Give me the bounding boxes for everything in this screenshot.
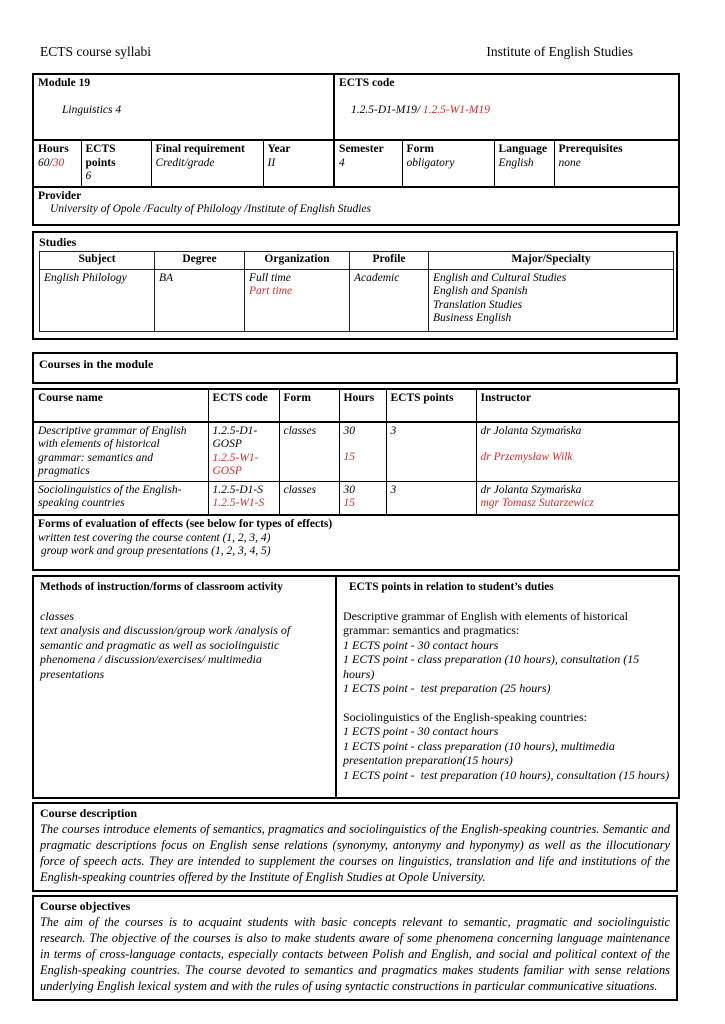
hours-black: 60/ — [38, 156, 53, 169]
page-header — [32, 44, 678, 60]
course-objectives-label: Course objectives — [40, 899, 131, 913]
courses-table — [32, 388, 680, 572]
studies-header-subject: Subject — [40, 251, 155, 269]
spacer — [38, 91, 329, 104]
evaluation-line: written test covering the course content (1, 2, 3, 4) — [38, 531, 271, 544]
duty-item: 1 ECTS point - test preparation (10 hours), consultation (15 hours) — [343, 767, 670, 782]
studies-subject: English Philology — [40, 269, 155, 331]
duty-course-title: Sociolinguistics of the English-speaking countries: — [343, 709, 587, 724]
studies-organization — [245, 269, 350, 331]
course-row — [33, 481, 679, 515]
major-item: Translation Studies — [433, 298, 523, 311]
methods-ects-table — [32, 575, 680, 799]
studies-section — [32, 231, 678, 340]
provider-cell — [33, 187, 679, 225]
course-hours-black: 30 — [343, 424, 355, 437]
course-code-black: 1.2.5-D1-S — [212, 483, 263, 496]
course-code — [208, 422, 279, 482]
ects-points-value: 6 — [85, 170, 92, 182]
course-hours — [339, 422, 386, 482]
instructor-red: dr Przemysław Wilk — [480, 451, 573, 463]
courses-header-hours: Hours — [339, 389, 386, 422]
organization-part-time: Part time — [249, 285, 293, 297]
course-name: Sociolinguistics of the English-speaking countries — [33, 481, 208, 515]
institute-name: Institute of English Studies — [486, 44, 633, 59]
courses-header-code: ECTS code — [208, 389, 279, 422]
ects-duties-cell — [336, 576, 679, 798]
language-cell — [494, 140, 554, 187]
courses-header-instructor: Instructor — [476, 389, 679, 422]
studies-majors — [429, 269, 674, 331]
courses-in-module-label: Courses in the module — [39, 356, 154, 371]
duty-item: 1 ECTS point - class preparation (10 hours), multimedia presentation preparation(15 hours) — [343, 738, 618, 767]
course-points: 3 — [386, 422, 476, 482]
semester-cell — [334, 140, 402, 187]
courses-in-module-section — [32, 352, 678, 384]
ects-points-label: ECTS points — [85, 143, 116, 169]
ects-code-red: 1.2.5-W1-M19 — [422, 103, 490, 116]
studies-degree: BA — [155, 269, 245, 331]
spacer — [481, 438, 675, 451]
duty-item: 1 ECTS point - 30 contact hours — [343, 724, 499, 738]
studies-header-organization: Organization — [245, 251, 350, 269]
course-instructor — [476, 422, 679, 482]
major-item: Business English — [433, 312, 512, 324]
year-label: Year — [267, 143, 291, 155]
provider-value: University of Opole /Faculty of Philology /Institute of English Studies — [50, 203, 371, 215]
course-code-black: 1.2.5-D1-GOSP — [212, 424, 258, 450]
methods-line: classes — [40, 608, 74, 623]
studies-table — [39, 251, 674, 332]
instructor-black: dr Jolanta Szymańska — [480, 424, 582, 437]
studies-profile: Academic — [350, 269, 429, 331]
hours-cell — [33, 140, 81, 187]
ects-code-cell — [334, 74, 679, 140]
provider-label: Provider — [38, 189, 82, 202]
ects-code-black: 1.2.5-D1-M19/ — [351, 103, 423, 116]
courses-header-form: Form — [279, 389, 339, 422]
course-code-red: 1.2.5-W1-GOSP — [212, 451, 259, 477]
course-description-label: Course description — [40, 806, 137, 820]
course-hours-red: 15 — [343, 497, 355, 509]
spacer — [343, 696, 672, 710]
evaluation-line: group work and group presentations (1, 2, 3, 4, 5) — [38, 545, 271, 557]
ects-code-label: ECTS code — [339, 77, 395, 89]
semester-value: 4 — [339, 156, 345, 169]
course-code — [208, 481, 279, 515]
prerequisites-label: Prerequisites — [558, 143, 623, 155]
document-title: ECTS course syllabi — [40, 44, 151, 59]
spacer — [343, 595, 672, 609]
course-code-red: 1.2.5-W1-S — [212, 497, 265, 509]
courses-header-name: Course name — [33, 389, 208, 422]
course-instructor — [476, 481, 679, 515]
instructor-black: dr Jolanta Szymańska — [480, 483, 582, 496]
major-item: English and Spanish — [433, 285, 528, 297]
course-row — [33, 422, 679, 482]
studies-label: Studies — [39, 234, 77, 249]
form-label: Form — [406, 143, 435, 155]
studies-header-degree: Degree — [155, 251, 245, 269]
final-requirement-label: Final requirement — [155, 143, 245, 155]
module-summary-table — [32, 73, 680, 226]
course-points: 3 — [386, 481, 476, 515]
methods-label: Methods of instruction/forms of classroom activity — [40, 581, 283, 593]
language-value: English — [498, 156, 534, 169]
ects-duties-label: ECTS points in relation to student’s duties — [349, 581, 554, 593]
hours-red: 30 — [52, 156, 65, 169]
prerequisites-cell — [554, 140, 679, 187]
duty-item: 1 ECTS point - 30 contact hours — [343, 637, 499, 652]
spacer — [339, 91, 674, 104]
ects-code-value — [339, 104, 674, 118]
studies-header-major: Major/Specialty — [429, 251, 674, 269]
spacer — [40, 595, 329, 609]
duty-course-title: Descriptive grammar of English with elements of historical grammar: semantics and pragmatics: — [343, 608, 628, 637]
form-value: obligatory — [406, 156, 455, 169]
course-description-text: The courses introduce elements of semantics, pragmatics and sociolinguistics of the English-speaking countries. Semantic and pragmatic descriptions focus on English sense relations (synonymy, antonymy and hyponymy) as well as the illocutionary force of speech acts. They are intended to supplement the courses on linguistics, translation and life and institutions of the English-speaking countries offered by the Institute of English Studies at Opole University. — [40, 822, 670, 884]
course-objectives-section — [32, 895, 678, 1001]
evaluation-cell — [33, 515, 679, 570]
module-cell — [33, 74, 334, 140]
major-item: English and Cultural Studies — [433, 271, 567, 284]
methods-line: text analysis and discussion/group work /analysis of semantic and pragmatic as well as sociolinguistic phenomena / discussion/exercises/ multimedia presentations — [40, 623, 291, 681]
year-value: II — [267, 156, 276, 169]
ects-points-cell — [81, 140, 151, 187]
duty-item: 1 ECTS point - class preparation (10 hours), consultation (15 hours) — [343, 652, 643, 681]
semester-label: Semester — [339, 143, 384, 155]
module-label: Module 19 — [38, 77, 91, 89]
course-hours-red: 15 — [343, 451, 355, 463]
organization-full-time: Full time — [249, 271, 291, 284]
courses-header-points: ECTS points — [386, 389, 476, 422]
course-description-section — [32, 802, 678, 892]
course-hours-black: 30 — [343, 483, 355, 496]
methods-cell — [33, 576, 336, 798]
language-label: Language — [498, 143, 548, 155]
hours-value — [38, 157, 77, 171]
form-cell — [402, 140, 494, 187]
instructor-red: mgr Tomasz Sutarzewicz — [480, 497, 594, 509]
course-form: classes — [279, 481, 339, 515]
course-hours — [339, 481, 386, 515]
final-requirement-cell — [151, 140, 263, 187]
evaluation-label: Forms of evaluation of effects (see below for types of effects) — [38, 518, 333, 530]
course-form: classes — [279, 422, 339, 482]
prerequisites-value: none — [558, 156, 581, 169]
year-cell — [263, 140, 334, 187]
duty-item: 1 ECTS point - test preparation (25 hours) — [343, 681, 551, 695]
course-name: Descriptive grammar of English with elements of historical grammar: semantics and pragmatics — [33, 422, 208, 482]
hours-label: Hours — [38, 143, 69, 155]
studies-header-profile: Profile — [350, 251, 429, 269]
final-requirement-value: Credit/grade — [155, 156, 215, 169]
course-objectives-text: The aim of the courses is to acquaint students with basic concepts relevant to semantic, pragmatic and sociolinguistic research. The objective of the courses is also to make students aware of some phenomena concerning language maintenance in terms of cross-language contacts, especially contacts between Polish and English, and social and political context of the English-speaking countries. The course devoted to semantics and pragmatics makes students familiar with sense relations underlying English lexical system and with the rules of using syntactic constructions in particular communicative situations. — [40, 915, 670, 993]
module-name: Linguistics 4 — [62, 103, 122, 116]
spacer — [344, 438, 382, 451]
